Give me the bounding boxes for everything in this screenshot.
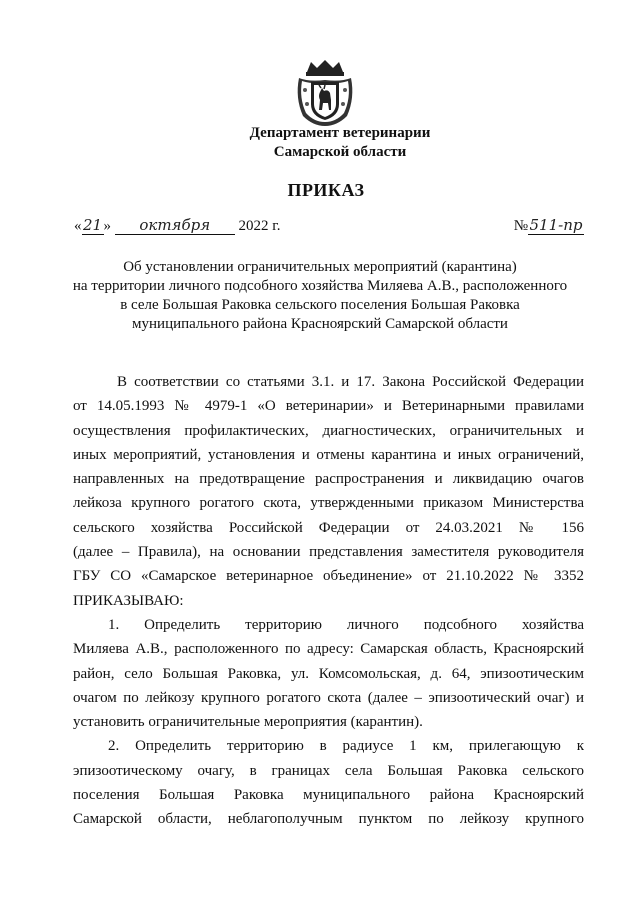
order-body xyxy=(73,370,584,832)
subject-line-1: Об установлении ограничительных мероприятий (карантина) xyxy=(123,259,517,275)
body-line: (далее – Правила), на основании представления заместителя руководителя xyxy=(73,544,584,561)
body-line: сельского хозяйства Российской Федерации от 24.03.2021 № 156 xyxy=(73,519,584,536)
order-date-number-line xyxy=(74,216,584,240)
date-open-quote: « xyxy=(74,218,82,234)
body-line: Миляева А.В., расположенного по адресу: Самарская область, Красноярский xyxy=(73,641,584,658)
date-day: 21 xyxy=(82,216,103,234)
date-close-quote: » xyxy=(103,218,111,234)
body-line: 1. Определить территорию личного подсобного хозяйства xyxy=(108,616,584,633)
samara-coat-of-arms-icon xyxy=(293,58,357,128)
date-year: 2022 г. xyxy=(238,218,281,234)
department-header xyxy=(0,124,640,162)
body-line: 2. Определить территорию в радиусе 1 км, прилегающую к xyxy=(108,738,584,755)
number-value: 511-пр xyxy=(529,216,583,234)
order-number xyxy=(514,216,584,235)
subject-line-4: муниципального района Красноярский Самарской области xyxy=(132,316,508,332)
body-line: район, село Большая Раковка, ул. Комсомольская, д. 64, эпизоотическим xyxy=(73,665,584,682)
body-line: В соответствии со статьями 3.1. и 17. Закона Российской Федерации xyxy=(117,374,584,390)
body-line: ПРИКАЗЫВАЮ: xyxy=(73,592,184,609)
department-line-1: Департамент ветеринарии xyxy=(249,125,431,141)
body-line: от 14.05.1993 № 4979-1 «О ветеринарии» и Ветеринарными правилами xyxy=(73,398,584,415)
body-line: поселения Большая Раковка муниципального района Красноярский xyxy=(73,787,584,804)
body-line: очагом по лейкозу крупного рогатого скота (далее – эпизоотический очаг) и xyxy=(73,689,584,706)
number-prefix: № xyxy=(513,218,528,234)
body-line: ГБУ СО «Самарское ветеринарное объединение» от 21.10.2022 № 3352 xyxy=(73,568,584,585)
body-line: направленных на предотвращение распространения и ликвидацию очагов xyxy=(73,471,584,488)
subject-line-3: в селе Большая Раковка сельского поселения Большая Раковка xyxy=(120,297,520,313)
department-line-2: Самарской области xyxy=(273,144,407,160)
order-date xyxy=(74,216,280,235)
body-line: Самарской области, неблагополучным пунктом по лейкозу крупного xyxy=(73,811,584,828)
body-line: лейкоза крупного рогатого скота, утвержденными приказом Министерства xyxy=(73,495,584,512)
body-line: установить ограничительные мероприятия (карантин). xyxy=(73,714,423,731)
date-month: октября xyxy=(115,216,235,235)
order-title: ПРИКАЗ xyxy=(287,180,365,200)
body-line: иных мероприятий, установления и отмены карантина и иных ограничений, xyxy=(73,446,584,463)
subject-line-2: на территории личного подсобного хозяйства Миляева А.В., расположенного xyxy=(72,278,568,294)
order-subject xyxy=(60,258,580,334)
body-line: осуществления профилактических, диагностических, ограничительных и xyxy=(73,422,584,439)
body-line: эпизоотическому очагу, в границах села Большая Раковка сельского xyxy=(73,762,584,779)
